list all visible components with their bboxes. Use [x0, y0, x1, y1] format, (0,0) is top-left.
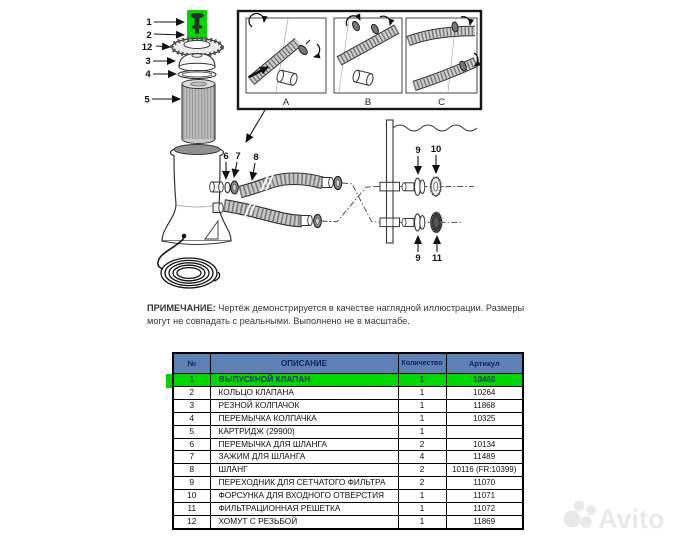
cell-sku: 10134: [446, 438, 523, 451]
table-row: [173, 374, 523, 387]
inset-label-c: C: [438, 97, 445, 108]
hose-washer-part6: [225, 182, 230, 192]
table-row: [173, 412, 523, 425]
cell-desc: ФИЛЬТРАЦИОННАЯ РЕШЕТКА: [210, 503, 398, 516]
cell-num: 7: [173, 451, 210, 464]
cell-qty: 1: [398, 374, 446, 387]
lower-hose: [224, 200, 321, 228]
callout-6: [223, 151, 228, 179]
parts-table-body: [173, 374, 523, 529]
callout-4: [145, 69, 176, 80]
cell-qty: 1: [398, 386, 446, 399]
table-row: [173, 515, 523, 528]
cell-qty: 1: [398, 399, 446, 412]
cell-desc: ПЕРЕМЫЧКА КОЛПАЧКА: [210, 412, 398, 425]
cell-qty: 1: [398, 503, 446, 516]
avito-watermark: [550, 494, 675, 540]
cell-qty: 2: [398, 464, 446, 477]
inlet-port: [213, 203, 223, 213]
cell-num: 12: [173, 515, 210, 528]
cell-sku: 10460: [446, 374, 523, 387]
svg-text:9: 9: [415, 145, 421, 156]
cell-desc: ХОМУТ С РЕЗЬБОЙ: [210, 515, 398, 528]
inset-label-a: A: [282, 97, 290, 108]
cell-qty: 1: [398, 425, 446, 438]
cell-desc: ВЫПУСКНОЙ КЛАПАН: [210, 374, 398, 387]
cell-desc: ЗАЖИМ ДЛЯ ШЛАНГА: [210, 451, 398, 464]
svg-text:3: 3: [145, 56, 151, 67]
table-row: [173, 503, 523, 516]
cell-sku: 11071: [446, 490, 523, 503]
cell-sku: 10116 (FR:10399): [446, 464, 523, 477]
hose-clamp-part7: [231, 181, 239, 194]
svg-text:2: 2: [146, 30, 152, 41]
col-header-sku: Артикул: [446, 353, 523, 374]
cell-desc: КАРТРИДЖ (29900): [210, 425, 398, 438]
table-row: [173, 425, 523, 438]
cell-sku: 11869: [446, 515, 523, 528]
inset-label-b: B: [364, 97, 372, 108]
cell-num: 8: [173, 464, 210, 477]
callout-5: [144, 95, 180, 106]
cell-num: 11: [173, 503, 210, 516]
svg-text:5: 5: [144, 94, 150, 106]
note-label: ПРИМЕЧАНИЕ:: [147, 303, 216, 313]
col-header-quantity: Количество: [398, 353, 446, 374]
parts-table-header: [173, 353, 523, 374]
cell-qty: 1: [398, 490, 446, 503]
callout-12: [142, 42, 170, 53]
callout-3: [145, 56, 175, 67]
cell-num: 2: [173, 386, 210, 399]
inset-instruction-box: [238, 11, 481, 142]
cell-num: 9: [173, 477, 210, 490]
cell-num: 10: [173, 490, 210, 503]
cell-desc: ШЛАНГ: [210, 464, 398, 477]
cell-num: 6: [173, 438, 210, 451]
cell-desc: РЕЗНОЙ КОЛПАЧОК: [210, 399, 398, 412]
cell-sku: 10325: [446, 412, 523, 425]
callout-1: [146, 17, 184, 28]
cell-qty: 4: [398, 451, 446, 464]
table-row: [173, 451, 523, 464]
cell-desc: ФОРСУНКА ДЛЯ ВХОДНОГО ОТВЕРСТИЯ: [210, 490, 398, 503]
col-header-number: №: [173, 353, 210, 374]
table-row: [173, 490, 523, 503]
cell-desc: ПЕРЕХОДНИК ДЛЯ СЕТЧАТОГО ФИЛЬТРА: [210, 477, 398, 490]
cell-sku: 11072: [446, 503, 523, 516]
cell-num: 1: [173, 374, 210, 387]
cell-desc: КОЛЬЦО КЛАПАНА: [210, 386, 398, 399]
svg-text:10: 10: [430, 144, 442, 155]
upper-hose: [240, 175, 342, 192]
svg-text:11: 11: [431, 253, 443, 264]
pool-wall: [380, 120, 477, 243]
avito-watermark-text: Avito: [598, 504, 665, 534]
water-line: [393, 125, 477, 131]
note-text: ПРИМЕЧАНИЕ: Чертёж демонстрируется в качестве наглядной иллюстрации. Размеры могут не совпадать с реальными. Выполнено не в масштабе.: [147, 303, 525, 327]
svg-text:8: 8: [253, 152, 259, 163]
callout-10: [431, 144, 442, 173]
cell-qty: 2: [398, 477, 446, 490]
wall-fitting-lower: [380, 218, 400, 227]
col-header-description: ОПИСАНИЕ: [210, 353, 398, 374]
cell-num: 5: [173, 425, 210, 438]
cell-sku: [446, 425, 523, 438]
pump-body: [162, 145, 231, 245]
avito-logo-dots: [564, 501, 597, 529]
svg-text:1: 1: [146, 17, 152, 28]
svg-text:4: 4: [145, 69, 151, 80]
cell-num: 3: [173, 399, 210, 412]
outlet-port: [210, 182, 224, 192]
callout-8: [252, 152, 259, 180]
cartridge-part: [182, 80, 215, 144]
svg-text:6: 6: [223, 151, 229, 162]
cell-sku: 10264: [446, 386, 523, 399]
table-row: [173, 399, 523, 412]
cell-num: 4: [173, 412, 210, 425]
dome-cap-part: [179, 54, 215, 71]
callout-11: [432, 236, 443, 264]
cell-sku: 11070: [446, 477, 523, 490]
cell-qty: 1: [398, 515, 446, 528]
table-row: [173, 477, 523, 490]
inset-leader-arrow: [246, 110, 265, 142]
strainer-connector-lower: [402, 214, 425, 231]
cell-desc: ПЕРЕМЫЧКА ДЛЯ ШЛАНГА: [210, 438, 398, 451]
callout-7: [234, 151, 241, 177]
svg-text:7: 7: [235, 151, 241, 162]
callout-9-lower: [415, 236, 420, 264]
cell-sku: 11868: [446, 399, 523, 412]
table-row: [173, 438, 523, 451]
callout-9-upper: [415, 145, 420, 174]
exploded-filter-stack: [172, 10, 222, 144]
o-ring-part: [178, 71, 216, 79]
table-row: [173, 464, 523, 477]
wall-fitting-upper: [380, 182, 400, 191]
svg-text:9: 9: [415, 253, 421, 264]
inlet-nozzle-part10: [431, 177, 441, 196]
strainer-connector-upper: [402, 178, 425, 195]
cell-qty: 2: [398, 438, 446, 451]
svg-text:12: 12: [141, 42, 153, 53]
cell-qty: 1: [398, 412, 446, 425]
cell-sku: 11489: [446, 451, 523, 464]
table-row: [173, 386, 523, 399]
parts-table: [172, 352, 524, 530]
filter-grid-part11: [431, 212, 442, 232]
